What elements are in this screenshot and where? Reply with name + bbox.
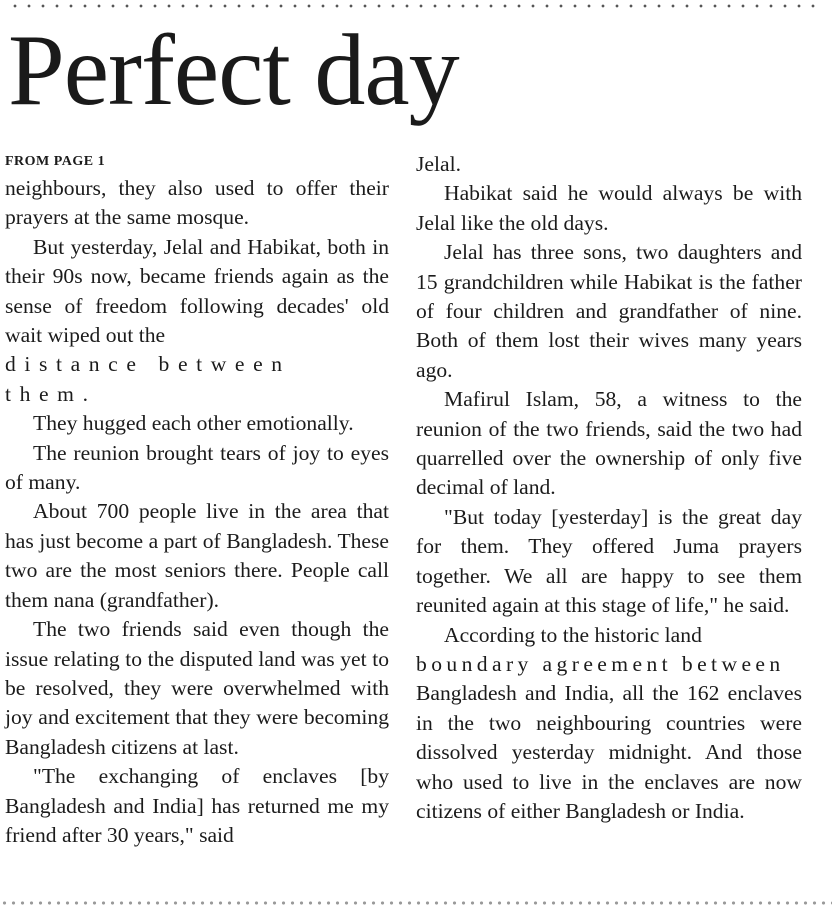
paragraph: About 700 people live in the area that has just become a part of Bangladesh. These two are the most seniors there. People call them nana (grandfather). — [5, 499, 389, 612]
paragraph: Mafirul Islam, 58, a witness to the reunion of the two friends, said the two had quarrelled over the ownership of only five decimal of land. — [416, 387, 802, 500]
paragraph: The reunion brought tears of joy to eyes of many. — [5, 440, 389, 495]
paragraph: "The exchanging of enclaves [by Bangladesh and India] has returned me my friend after 30 years," said — [5, 764, 389, 847]
paragraph: Bangladesh and India, all the 162 enclaves in the two neighbouring countries were dissolved yesterday midnight. And those who used to live in the enclaves are now citizens of either Bangladesh or India. — [416, 681, 802, 823]
left-column — [5, 150, 389, 850]
paragraph: "But today [yesterday] is the great day for them. They offered Juma prayers together. We all are happy to see them reunited again at this stage of life," he said. — [416, 504, 802, 618]
paragraph-line: distance between them. — [5, 352, 291, 406]
paragraph-line: boundary agreement between — [416, 651, 785, 676]
paragraph: neighbours, they also used to offer their prayers at the same mosque. — [5, 176, 389, 230]
right-column — [416, 150, 802, 826]
paragraph-line: According to the historic land — [444, 622, 702, 647]
paragraph: Jelal has three sons, two daughters and 15 grandchildren while Habikat is the father of four children and grandfather of nine. Both of them lost their wives many years ago. — [416, 240, 802, 382]
paragraph: But yesterday, Jelal and Habikat, both in their 90s now, became friends again as the sense of freedom following decades' old wait wiped out the — [5, 234, 389, 348]
paragraph: The two friends said even though the issue relating to the disputed land was yet to be resolved, they were overwhelmed with joy and excitement that they were becoming Bangladesh citizens at last. — [5, 617, 389, 759]
headline: Perfect day — [8, 14, 459, 127]
paragraph: Habikat said he would always be with Jelal like the old days. — [416, 181, 802, 235]
kicker: FROM PAGE 1 — [5, 154, 106, 169]
paragraph: They hugged each other emotionally. — [33, 411, 354, 436]
bottom-dotted-rule — [0, 900, 832, 906]
paragraph: Jelal. — [416, 152, 461, 176]
